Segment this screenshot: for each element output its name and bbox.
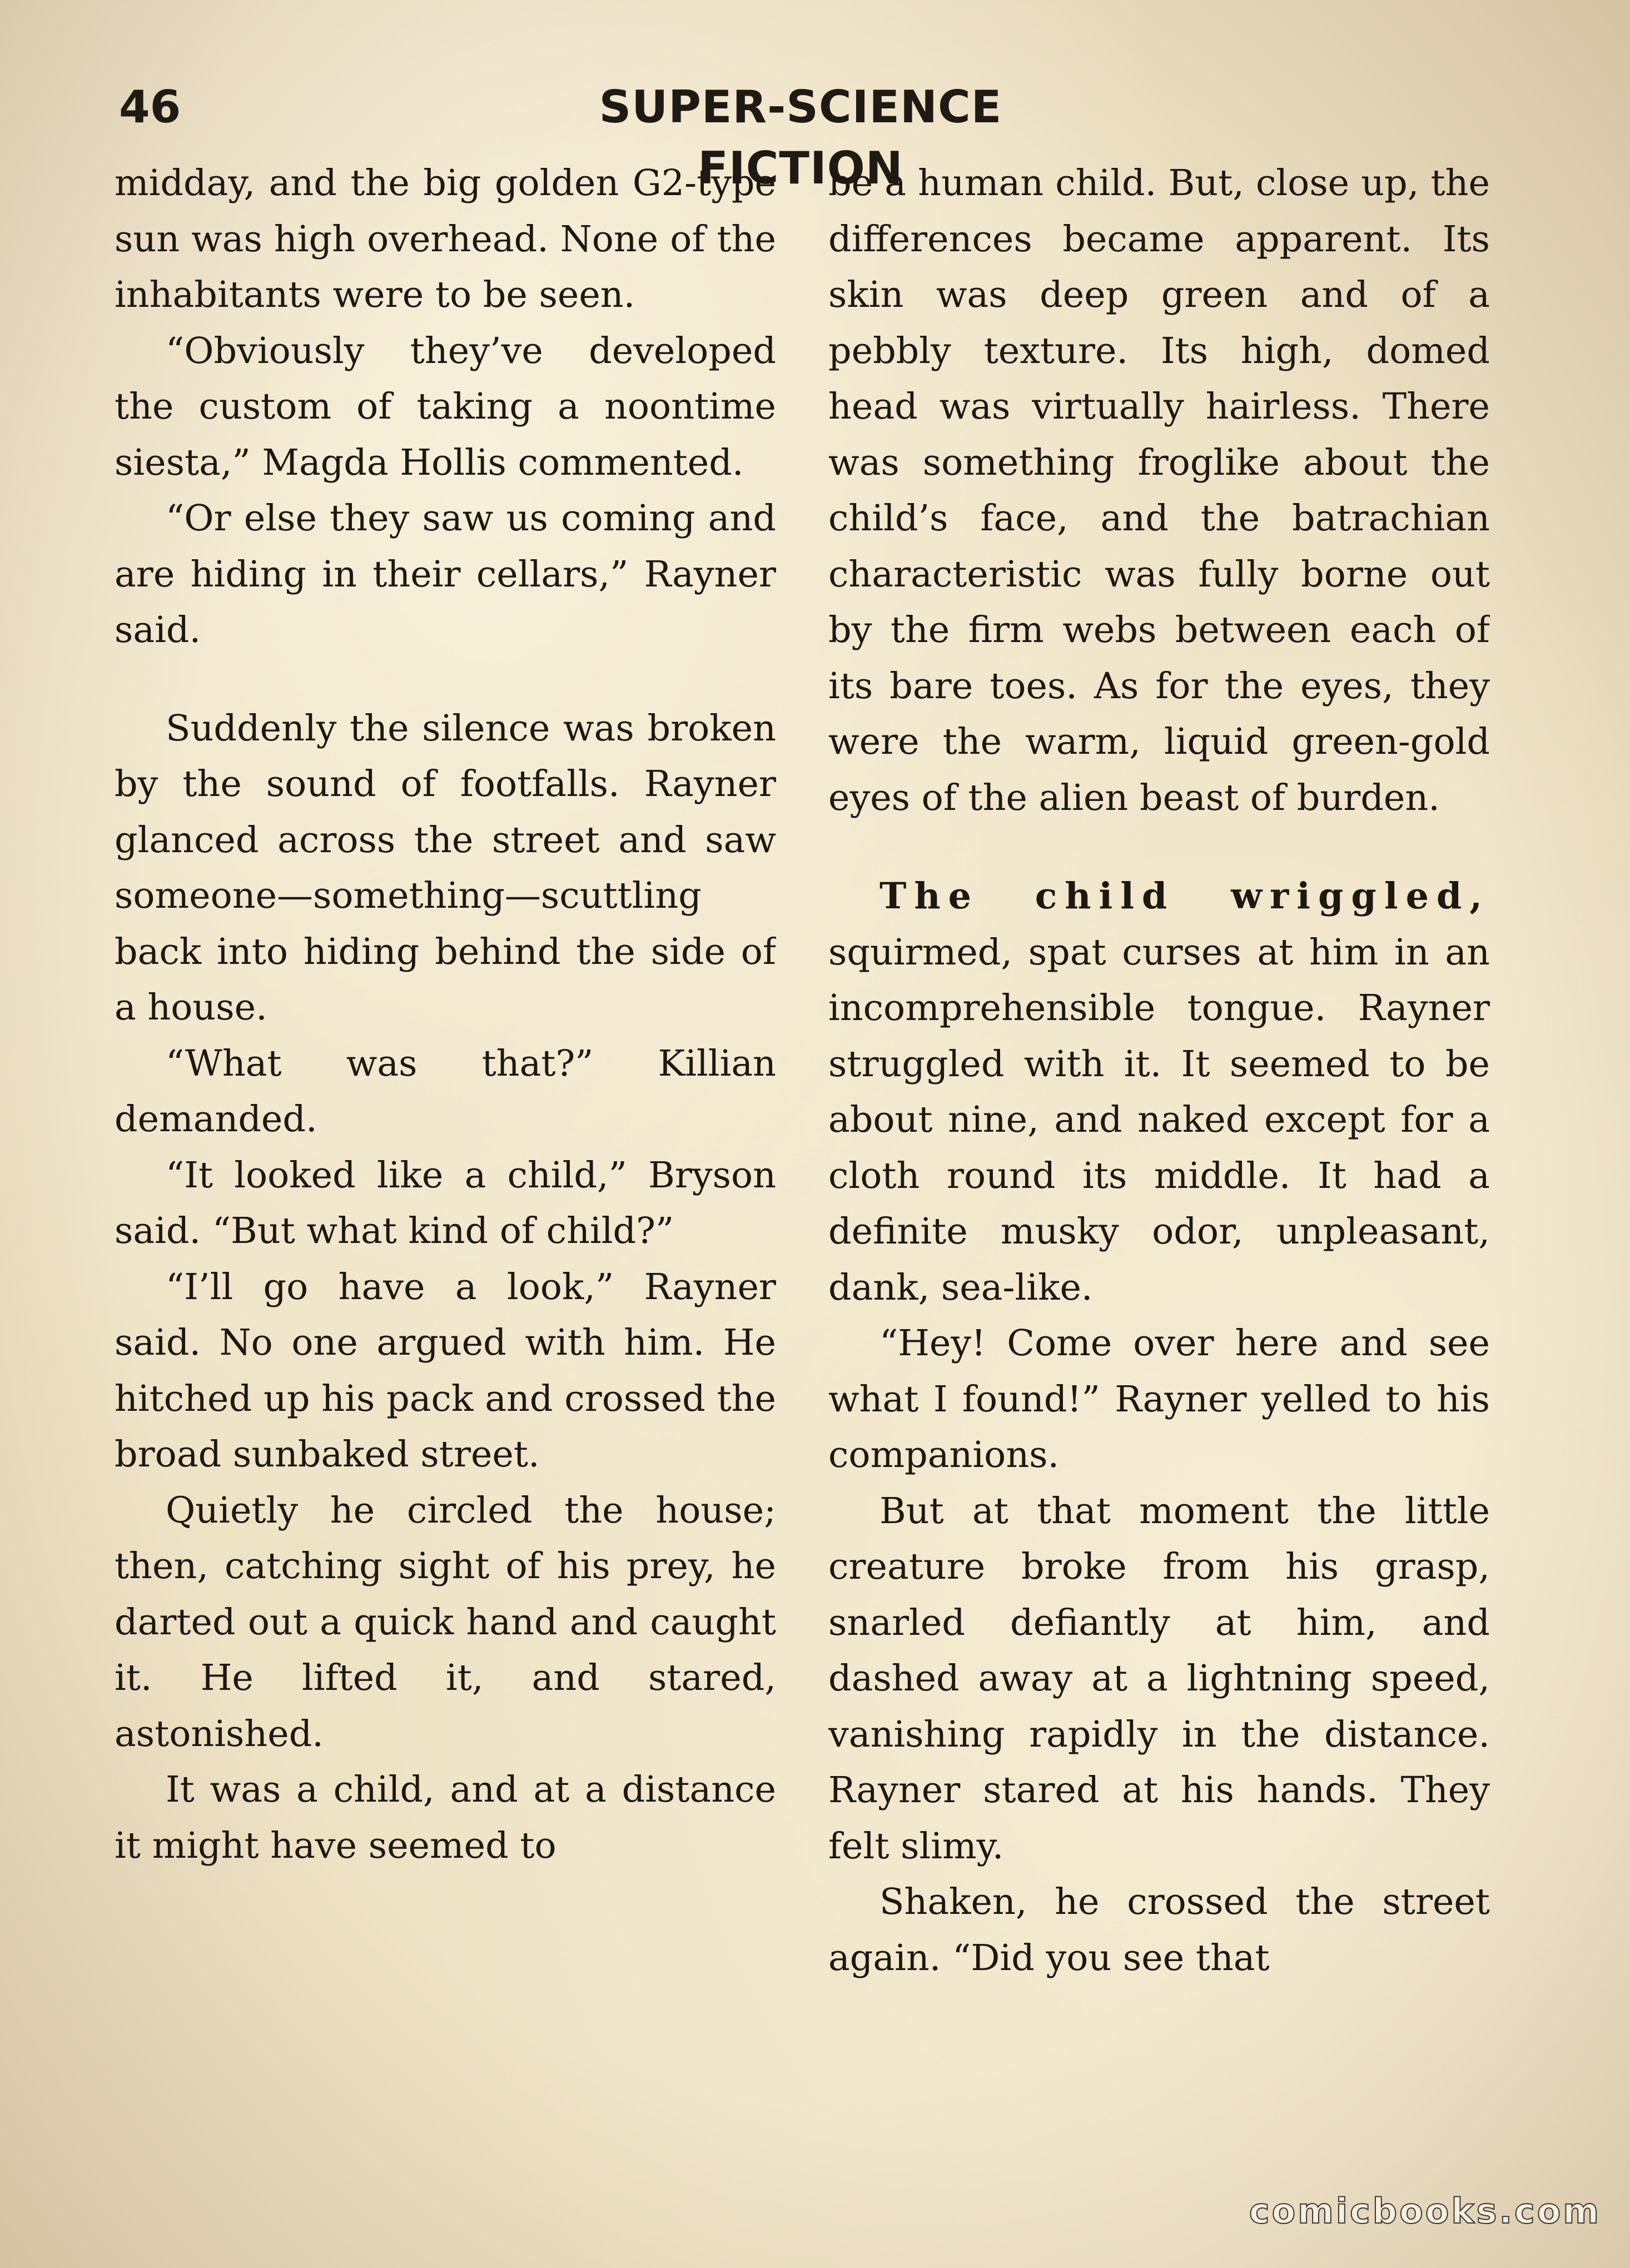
paragraph: be a human child. But, close up, the differences became apparent. Its skin was deep green and of a pebbly texture. Its high, domed head was virtually hairless. There was something froglike about the child’s face, and the batrachian characteristic was fully borne out by the firm webs between each of its bare toes. As for the eyes, they were the warm, liquid green-gold eyes of the alien beast of burden.: [828, 162, 1490, 819]
page-number: 46: [119, 81, 181, 133]
paragraph: Shaken, he crossed the street again. “Did you see that: [828, 1881, 1490, 1979]
right-column: [828, 156, 1490, 2168]
paragraph: [828, 868, 1490, 1316]
paragraph: It was a child, and at a distance it might have seemed to: [115, 1769, 776, 1867]
paragraph: “What was that?” Killian demanded.: [115, 1042, 776, 1140]
paragraph: But at that moment the little creature broke from his grasp, snarled defiantly at him, and dashed away at a lightning speed, vanishing rapidly in the distance. Rayner stared at his hands. They felt slimy.: [828, 1490, 1490, 1867]
paragraph: Quietly he circled the house; then, catching sight of his prey, he darted out a quick hand and caught it. He lifted it, and stared, astonished.: [115, 1489, 776, 1755]
paragraph: midday, and the big golden G2-type sun was high overhead. None of the inhabitants were to be seen.: [115, 162, 776, 316]
paragraph: “Or else they saw us coming and are hiding in their cellars,” Rayner said.: [115, 498, 776, 651]
section-lead-in: The child wriggled,: [879, 875, 1490, 917]
page-header: [0, 77, 1630, 194]
paragraph: “Hey! Come over here and see what I found!” Rayner yelled to his companions.: [828, 1322, 1490, 1476]
paragraph-text: squirmed, spat curses at him in an incomprehensible tongue. Rayner struggled with it. It seemed to be about nine, and naked except for a cloth round its middle. It had a definite musky odor, unpleasant, dank, sea-like.: [828, 931, 1490, 1309]
paragraph: “It looked like a child,” Bryson said. “But what kind of child?”: [115, 1154, 776, 1252]
paragraph: “I’ll go have a look,” Rayner said. No one argued with him. He hitched up his pack and crossed the broad sunbaked street.: [115, 1266, 776, 1475]
watermark: comicbooks.com: [1249, 2191, 1601, 2231]
paragraph: Suddenly the silence was broken by the sound of footfalls. Rayner glanced across the street and saw someone—something—scuttling back into hiding behind the side of a house.: [115, 707, 776, 1028]
running-head: SUPER-SCIENCE FICTION: [599, 81, 1002, 194]
left-column: [115, 156, 776, 2168]
paragraph: “Obviously they’ve developed the custom of taking a noontime siesta,” Magda Hollis commented.: [115, 330, 776, 484]
